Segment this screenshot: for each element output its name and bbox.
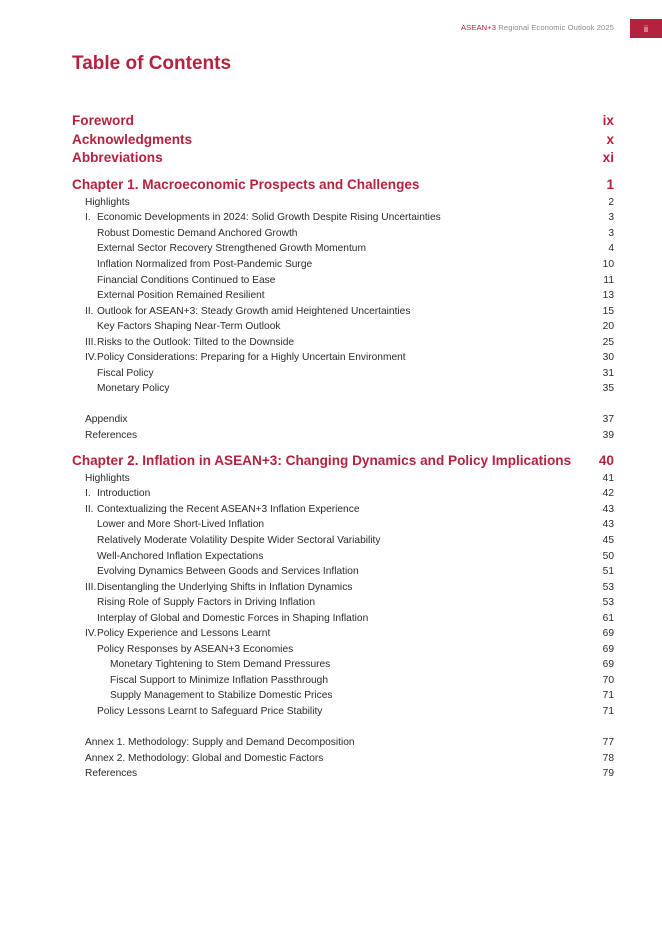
- toc-page: 53: [602, 581, 614, 593]
- toc-page: xi: [602, 150, 614, 165]
- toc-label: Fiscal Support to Minimize Inflation Passthrough: [110, 674, 329, 686]
- toc-label: Supply Management to Stabilize Domestic Prices: [110, 690, 333, 702]
- toc-page: 35: [602, 383, 614, 395]
- toc-entry[interactable]: [72, 210, 614, 226]
- toc-label: Inflation Normalized from Post-Pandemic Surge: [97, 258, 313, 270]
- table-of-contents: [72, 112, 614, 782]
- toc-label: Robust Domestic Demand Anchored Growth: [97, 227, 298, 239]
- toc-section-number: I.: [85, 212, 91, 224]
- toc-page: 78: [602, 752, 614, 764]
- toc-label: Monetary Policy: [97, 383, 170, 395]
- toc-label: Key Factors Shaping Near-Term Outlook: [97, 321, 281, 333]
- toc-entry[interactable]: [72, 257, 614, 273]
- toc-label: External Position Remained Resilient: [97, 290, 265, 302]
- toc-entry[interactable]: [72, 366, 614, 382]
- toc-label: References: [85, 768, 138, 780]
- toc-chapter-2[interactable]: [72, 452, 614, 471]
- toc-entry[interactable]: [72, 381, 614, 397]
- toc-entry[interactable]: [72, 611, 614, 627]
- toc-entry[interactable]: [72, 657, 614, 673]
- toc-section-number: II.: [85, 503, 94, 515]
- toc-entry-foreword[interactable]: [72, 112, 614, 131]
- toc-label: Well-Anchored Inflation Expectations: [97, 550, 264, 562]
- toc-page: 71: [602, 706, 614, 717]
- toc-entry[interactable]: [72, 688, 614, 704]
- toc-section-number: IV.: [85, 352, 97, 364]
- toc-section-number: III.: [85, 581, 97, 593]
- toc-page: 70: [602, 674, 614, 686]
- toc-page: 4: [608, 243, 614, 255]
- toc-entry[interactable]: [72, 241, 614, 257]
- toc-entry[interactable]: [72, 580, 614, 596]
- toc-label: Relatively Moderate Volatility Despite Wider Sectoral Variability: [97, 534, 381, 546]
- toc-page: 41: [602, 472, 614, 484]
- toc-label: Contextualizing the Recent ASEAN+3 Inflation Experience: [97, 503, 360, 515]
- toc-page: 3: [608, 212, 614, 224]
- toc-label: Risks to the Outlook: Tilted to the Downside: [97, 336, 295, 348]
- toc-entry[interactable]: [72, 335, 614, 351]
- toc-label: Appendix: [85, 414, 128, 426]
- toc-label: Acknowledgments: [72, 131, 193, 147]
- toc-entry[interactable]: [72, 517, 614, 533]
- toc-label: References: [85, 429, 138, 441]
- toc-page: 51: [602, 566, 614, 578]
- toc-label: Economic Developments in 2024: Solid Growth Despite Rising Uncertainties: [97, 212, 441, 224]
- toc-entry[interactable]: [72, 350, 614, 366]
- toc-page: ix: [602, 113, 614, 128]
- toc-entry[interactable]: [72, 304, 614, 320]
- toc-entry[interactable]: [72, 195, 614, 211]
- toc-page: 40: [598, 453, 614, 469]
- toc-entry[interactable]: [72, 471, 614, 487]
- toc-section-number: I.: [85, 488, 91, 500]
- toc-label: Rising Role of Supply Factors in Driving Inflation: [97, 597, 315, 609]
- toc-label: Policy Responses by ASEAN+3 Economies: [97, 643, 294, 655]
- toc-chapter-title: Chapter 2. Inflation in ASEAN+3: Changing Dynamics and Policy Implications: [72, 453, 572, 469]
- toc-label: Policy Experience and Lessons Learnt: [97, 628, 271, 640]
- toc-page: 69: [602, 628, 614, 640]
- toc-page: 53: [602, 597, 614, 609]
- toc-chapter-1[interactable]: [72, 176, 614, 195]
- toc-label: Policy Considerations: Preparing for a Highly Uncertain Environment: [97, 352, 406, 364]
- toc-entry[interactable]: [72, 626, 614, 642]
- toc-label: Evolving Dynamics Between Goods and Services Inflation: [97, 566, 359, 578]
- toc-page: 10: [602, 258, 614, 270]
- toc-label: Financial Conditions Continued to Ease: [97, 274, 276, 286]
- toc-entry[interactable]: [72, 288, 614, 304]
- toc-entry[interactable]: [72, 704, 614, 720]
- toc-page: 11: [603, 274, 614, 286]
- toc-page: 31: [602, 367, 614, 379]
- toc-page: 3: [608, 227, 614, 239]
- toc-section-number: II.: [85, 305, 94, 317]
- toc-page: 50: [602, 550, 614, 562]
- toc-entry[interactable]: [72, 486, 614, 502]
- header-brand: ASEAN+3: [460, 23, 497, 32]
- toc-label: Annex 1. Methodology: Supply and Demand Decomposition: [85, 737, 355, 749]
- running-header: [461, 23, 614, 32]
- toc-label: Interplay of Global and Domestic Forces in Shaping Inflation: [97, 612, 369, 624]
- toc-section-number: IV.: [85, 628, 97, 640]
- toc-entry[interactable]: [72, 502, 614, 518]
- toc-page: 30: [602, 352, 614, 364]
- toc-page: 61: [602, 612, 614, 624]
- toc-page: 25: [602, 336, 614, 348]
- toc-page: 45: [602, 534, 614, 546]
- toc-label: Foreword: [72, 113, 134, 128]
- toc-entry[interactable]: [72, 595, 614, 611]
- toc-page: 20: [602, 321, 614, 333]
- toc-page: 69: [602, 643, 614, 655]
- page-title: Table of Contents: [72, 53, 232, 74]
- toc-entry-acknowledgments[interactable]: [72, 131, 614, 150]
- toc-page: 13: [602, 290, 614, 302]
- toc-page: 2: [608, 196, 614, 208]
- toc-label: Outlook for ASEAN+3: Steady Growth amid Heightened Uncertainties: [97, 305, 411, 317]
- toc-label: Fiscal Policy: [97, 367, 154, 379]
- toc-section-number: III.: [85, 336, 97, 348]
- toc-label: Disentangling the Underlying Shifts in Inflation Dynamics: [97, 581, 353, 593]
- toc-entry[interactable]: [72, 642, 614, 658]
- toc-page: 69: [602, 659, 614, 671]
- toc-label: Highlights: [85, 472, 130, 484]
- toc-page: 15: [602, 305, 614, 317]
- toc-page: 37: [602, 414, 614, 426]
- toc-label: Abbreviations: [72, 150, 163, 165]
- toc-label: External Sector Recovery Strengthened Growth Momentum: [97, 243, 366, 255]
- toc-entry[interactable]: [72, 273, 614, 289]
- toc-entry[interactable]: [72, 226, 614, 242]
- toc-entry[interactable]: [72, 564, 614, 580]
- toc-entry-annex-2[interactable]: [72, 751, 614, 767]
- toc-page: 71: [602, 690, 614, 702]
- toc-page: 1: [606, 177, 614, 193]
- toc-label: Annex 2. Methodology: Global and Domestic Factors: [85, 752, 324, 764]
- toc-page: 43: [602, 503, 614, 515]
- toc-page: 39: [602, 429, 614, 441]
- toc-entry-appendix[interactable]: [72, 412, 614, 428]
- toc-label: Highlights: [85, 196, 130, 208]
- toc-entry[interactable]: [72, 533, 614, 549]
- toc-entry-references[interactable]: [72, 428, 614, 444]
- toc-page: 43: [602, 519, 614, 531]
- toc-label: Lower and More Short-Lived Inflation: [97, 519, 265, 531]
- header-publication: Regional Economic Outlook 2025: [496, 23, 614, 32]
- toc-page: 42: [602, 488, 614, 500]
- page-number-badge: ii: [630, 19, 662, 38]
- toc-entry[interactable]: [72, 319, 614, 335]
- toc-label: Monetary Tightening to Stem Demand Pressures: [110, 659, 331, 671]
- toc-entry-references[interactable]: [72, 766, 614, 782]
- toc-entry[interactable]: [72, 673, 614, 689]
- toc-entry-abbreviations[interactable]: [72, 149, 614, 168]
- toc-label: Policy Lessons Learnt to Safeguard Price Stability: [97, 706, 323, 717]
- toc-entry-annex-1[interactable]: [72, 735, 614, 751]
- toc-chapter-title: Chapter 1. Macroeconomic Prospects and Challenges: [72, 177, 420, 193]
- toc-entry[interactable]: [72, 549, 614, 565]
- toc-page: x: [606, 131, 614, 147]
- toc-page: 79: [602, 768, 614, 780]
- toc-page: 77: [602, 737, 614, 749]
- toc-label: Introduction: [97, 488, 151, 500]
